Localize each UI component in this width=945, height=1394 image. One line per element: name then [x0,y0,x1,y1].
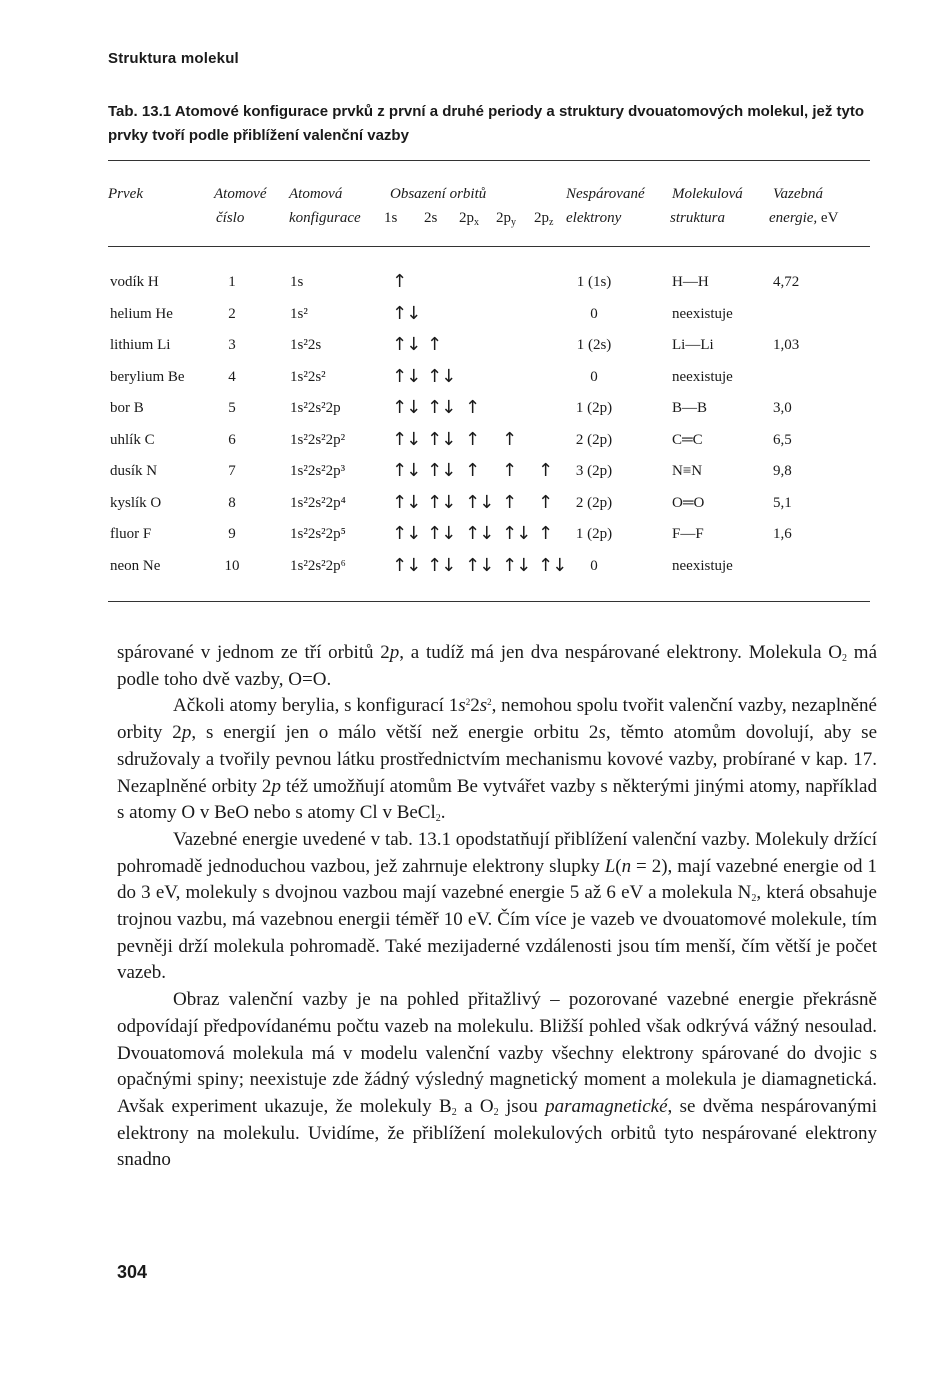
cell-cfg: 1s²2s [290,337,322,353]
header-vaz-1: Vazebná [773,186,823,202]
cell-nesp: 0 [590,305,598,322]
body-text [117,640,877,1174]
cell-o1s: ↑↓ [392,460,421,481]
cell-cislo: 5 [228,400,236,416]
cell-mol: neexistuje [672,368,733,385]
table-header-rule [108,246,870,247]
cell-o2s: ↑↓ [427,554,456,576]
cell-prvek: lithium Li [110,337,171,353]
cell-prvek: bor B [110,400,144,416]
header-prvek: Prvek [108,186,143,202]
cell-cislo: 4 [228,368,236,385]
cell-cfg: 1s²2s²2p⁴ [290,494,346,511]
paragraph-4: Obraz valenční vazby je na pohled přitažlivý – pozorované vazebné energie překrásně odpovídají předpovídanému počtu vazeb na molekulu. Bližší pohled však odkrývá vážný nesoulad. Dvouatomová molekula má v modelu valenční vazby všechny elektrony spárované do dvojic s opačnými spiny; neexistuje zde žádný výsledný magnetický moment a molekula je diamagnetická. Avšak experiment ukazuje, že molekuly $B_2$ a $O_2$ jsou paramagnetické, se dvěma nespárovanými elektrony na molekulu. Uvidíme, že přiblížení molekulových orbitů tyto nespárované elektrony snadno [117,989,877,1171]
page-number: 304 [117,1262,148,1282]
cell-nesp: 1 (2p) [575,526,613,542]
cell-o2s: ↑↓ [427,491,456,513]
cell-cfg: 1s²2s²2p⁵ [290,526,346,542]
header-konfig-1: Atomová [289,186,343,202]
cell-o1s: ↑↓ [392,523,421,544]
cell-o1s: ↑↓ [392,554,421,576]
header-nesp-2: elektrony [566,210,622,226]
cell-o2s: ↑↓ [427,428,456,450]
cell-en: 4,72 [773,274,800,290]
cell-mol: neexistuje [672,557,733,574]
cell-opz: ↑ [538,491,553,513]
table-top-rule [108,160,870,161]
cell-cislo: 2 [228,305,236,322]
cell-cislo: 9 [228,526,236,542]
cell-opx: ↑↓ [465,554,494,576]
cell-opx: ↑ [465,460,480,481]
cell-mol: N≡N [672,463,703,479]
header-mol-2: struktura [670,210,726,226]
cell-cislo: 7 [228,463,236,479]
cell-mol: Li—Li [672,337,714,353]
cell-en: 9,8 [773,463,792,479]
cell-opx: ↑↓ [465,491,494,513]
cell-nesp: 2 (2p) [575,431,613,448]
cell-o2s: ↑↓ [427,523,456,544]
header-konfig-2: konfigurace [289,210,361,226]
cell-o1s: ↑↓ [392,397,421,418]
cell-cfg: 1s²2s²2p² [290,431,346,448]
cell-nesp: 2 (2p) [575,494,613,511]
cell-o1s: ↑↓ [392,334,421,355]
cell-mol: H—H [672,274,709,290]
cell-prvek: fluor F [110,526,152,542]
paragraph-3: Vazebné energie uvedené v tab. 13.1 opodstatňují přiblížení valenční vazby. Molekuly držící pohromadě jednoduchou vazbou, jež zahrnuje elektrony slupky L(n = 2), mají vazebné energie od 1 do 3 eV, molekuly s dvojnou vazbou mají vazebné energie 5 až 6 eV a molekula $N_2$, která obsahuje trojnou vazbu, má vazebnou energii téměř 10 eV. Čím více je vazeb ve dvouatomové molekule, tím pevněji drží molekula pohromadě. Také mezijaderné vzdálenosti jsou tím menší, čím větší je počet vazeb. [117,828,877,984]
table-bottom-rule [108,601,870,602]
header-2py: $2p_y$ [496,210,516,228]
cell-nesp: 3 (2p) [575,463,613,479]
cell-opx: ↑ [465,397,480,418]
cell-o2s: ↑↓ [427,365,456,387]
running-head: Struktura molekul [108,50,239,67]
cell-cislo: 8 [228,494,236,511]
cell-opz: ↑↓ [538,554,567,576]
cell-o2s: ↑↓ [427,460,456,481]
cell-cfg: 1s [290,274,304,290]
cell-mol: B—B [672,400,708,416]
header-2s: 2s [424,210,438,226]
cell-o1s: ↑↓ [392,491,421,513]
header-atomove-2: číslo [216,210,245,226]
cell-opy: ↑↓ [502,554,531,576]
cell-cislo: 3 [228,337,236,353]
header-2px: $2p_x$ [459,210,479,228]
cell-prvek: neon Ne [110,557,161,574]
cell-o2s: ↑↓ [427,397,456,418]
cell-cislo: 10 [224,557,240,574]
cell-cfg: 1s²2s²2p³ [290,463,346,479]
cell-nesp: 1 (1s) [576,274,612,290]
cell-en: 3,0 [773,400,792,416]
cell-cfg: 1s²2s²2p [290,400,341,416]
cell-cfg: 1s²2s² [290,368,326,385]
cell-mol: C═C [672,431,703,448]
header-vaz-2: energie, eV [769,210,839,226]
header-mol-1: Molekulová [672,186,743,202]
cell-o2s: ↑ [427,334,442,355]
cell-opz: ↑ [538,523,553,544]
cell-prvek: vodík H [110,274,159,290]
cell-en: 6,5 [773,431,792,448]
header-1s: 1s [384,210,398,226]
cell-o1s: ↑↓ [392,302,421,324]
cell-opy: ↑ [502,460,517,481]
cell-cislo: 6 [228,431,236,448]
header-obsazeni: Obsazení orbitů [390,186,487,202]
cell-en: 1,03 [773,337,800,353]
cell-o1s: ↑ [392,271,407,292]
cell-en: 1,6 [773,526,792,542]
cell-prvek: uhlík C [110,431,155,448]
cell-mol: neexistuje [672,305,733,322]
cell-opx: ↑↓ [465,523,494,544]
cell-prvek: dusík N [110,463,158,479]
header-nesp-1: Nespárované [566,186,645,202]
cell-cfg: 1s² [290,305,308,322]
cell-prvek: berylium Be [110,368,185,385]
cell-nesp: 0 [590,368,598,385]
cell-prvek: kyslík O [110,494,162,511]
paragraph-2: Ačkoli atomy berylia, s konfigurací $1s^22s^2$, nemohou spolu tvořit valenční vazby, nezaplněné orbity 2p, s energií jen o málo větší než energie orbitu 2s, těmto atomům dovolují, aby se sdružovaly a tvořily pevnou látku prostřednictvím mechanismu kovové vazby, probírané v kap. 17. Nezaplněné orbity 2p též umožňují atomům Be vytvářet vazby s některými jinými atomy, například s atomy O v BeO nebo s atomy Cl v BeCl$_2$. [117,695,878,825]
header-2pz: $2p_z$ [534,210,554,228]
cell-opz: ↑ [538,460,553,481]
cell-o1s: ↑↓ [392,365,421,387]
cell-nesp: 1 (2p) [575,400,613,416]
cell-cislo: 1 [228,274,236,290]
cell-en: 5,1 [773,494,792,511]
paragraph-1: spárované v jednom ze tří orbitů 2p, a tudíž má jen dva nespárované elektrony. Molekula $O_2$ má podle toho dvě vazby, O=O. [117,642,877,690]
cell-opx: ↑ [465,428,480,450]
header-atomove-1: Atomové [214,186,267,202]
table-caption: Tab. 13.1 Atomové konfigurace prvků z první a druhé periody a struktury dvouatomových molekul, jež tyto prvky tvoří podle přiblížení valenční vazby [108,103,865,144]
cell-o1s: ↑↓ [392,428,421,450]
cell-nesp: 1 (2s) [576,337,612,353]
cell-opy: ↑ [502,428,517,450]
cell-nesp: 0 [590,557,598,574]
cell-mol: O═O [672,494,705,511]
cell-opy: ↑↓ [502,523,531,544]
cell-cfg: 1s²2s²2p⁶ [290,557,346,574]
cell-mol: F—F [672,526,704,542]
cell-opy: ↑ [502,491,517,513]
cell-prvek: helium He [110,305,173,322]
